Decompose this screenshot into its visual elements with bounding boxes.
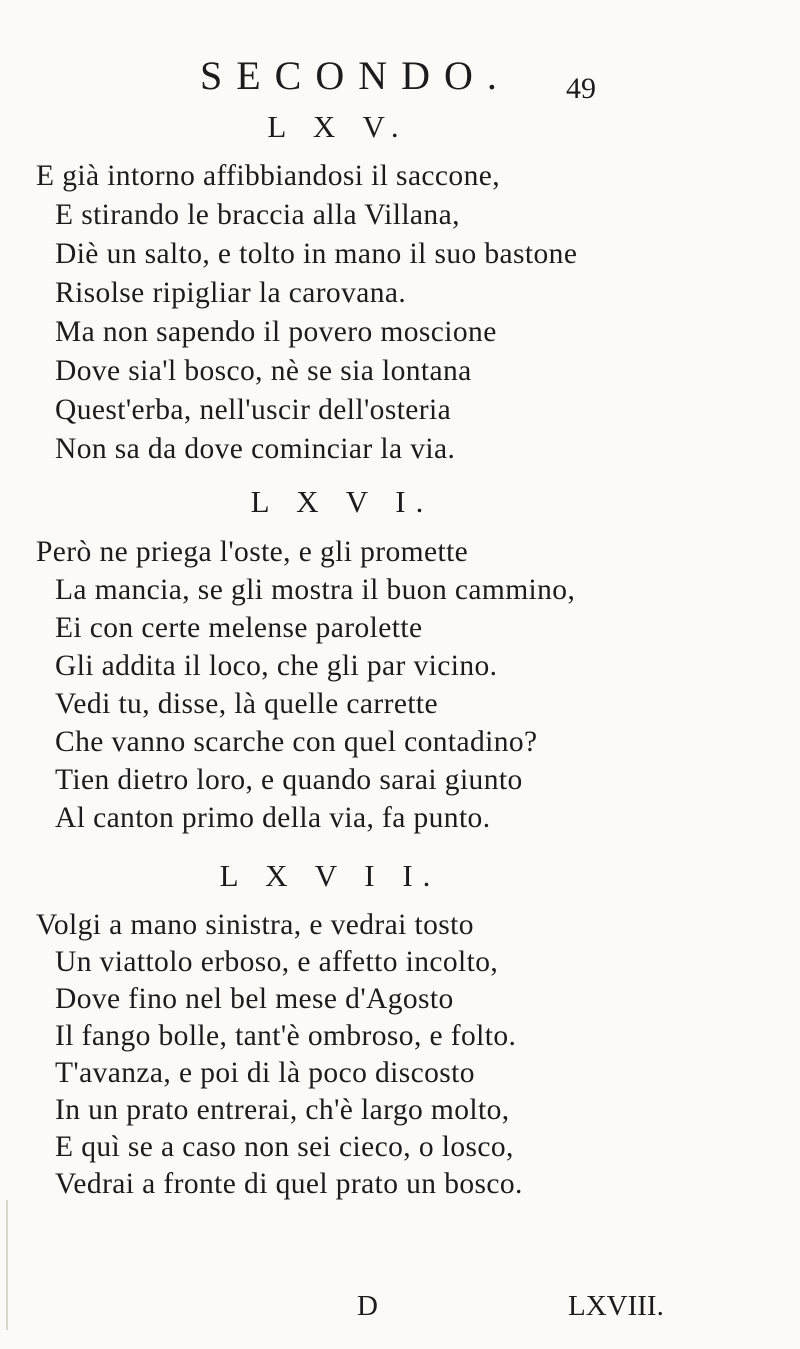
verse-line: Ei con certe melense parolette (55, 612, 423, 644)
verse-line: E già intorno affibbiandosi il saccone, (36, 160, 500, 192)
verse-line: E stirando le braccia alla Villana, (55, 199, 460, 231)
verse-line: T'avanza, e poi di là poco discosto (55, 1057, 475, 1089)
verse-line: Non sa da dove cominciar la via. (55, 433, 456, 465)
verse-line: Però ne priega l'oste, e gli promette (36, 536, 469, 568)
running-title: SECONDO. (200, 53, 511, 98)
verse-line: Dove sia'l bosco, nè se sia lontana (55, 355, 472, 387)
verse-line: Quest'erba, nell'uscir dell'osteria (55, 394, 452, 426)
signature-mark: D (357, 1290, 378, 1322)
stanza-number: L X V I I. (219, 858, 441, 893)
verse-line: Diè un salto, e tolto in mano il suo bastone (55, 238, 578, 270)
verse-line: Il fango bolle, tant'è ombroso, e folto. (55, 1020, 517, 1052)
verse-line: Al canton primo della via, fa punto. (55, 802, 491, 834)
verse-line: Vedrai a fronte di quel prato un bosco. (55, 1168, 523, 1200)
verse-line: Risolse ripigliar la carovana. (55, 277, 407, 309)
verse-line: Volgi a mano sinistra, e vedrai tosto (36, 909, 474, 941)
stanza-number: L X V. (267, 109, 409, 144)
verse-line: Che vanno scarche con quel contadino? (55, 726, 538, 758)
page-footer (0, 1290, 800, 1340)
catchword: LXVIII. (568, 1290, 664, 1322)
verse-line: La mancia, se gli mostra il buon cammino, (55, 574, 576, 606)
verse-line: Ma non sapendo il povero moscione (55, 316, 497, 348)
verse-line: Tien dietro loro, e quando sarai giunto (55, 764, 523, 796)
page-number: 49 (566, 72, 596, 105)
verse-line: E quì se a caso non sei cieco, o losco, (55, 1131, 514, 1163)
page-edge-shadow (6, 1200, 8, 1330)
verse-line: In un prato entrerai, ch'è largo molto, (55, 1094, 510, 1126)
verse-line: Dove fino nel bel mese d'Agosto (55, 983, 454, 1015)
verse-line: Gli addita il loco, che gli par vicino. (55, 650, 498, 682)
stanza-number: L X V I. (250, 484, 434, 519)
verse-line: Vedi tu, disse, là quelle carrette (55, 688, 439, 720)
verse-line: Un viattolo erboso, e affetto incolto, (55, 946, 499, 978)
running-head (0, 52, 800, 112)
